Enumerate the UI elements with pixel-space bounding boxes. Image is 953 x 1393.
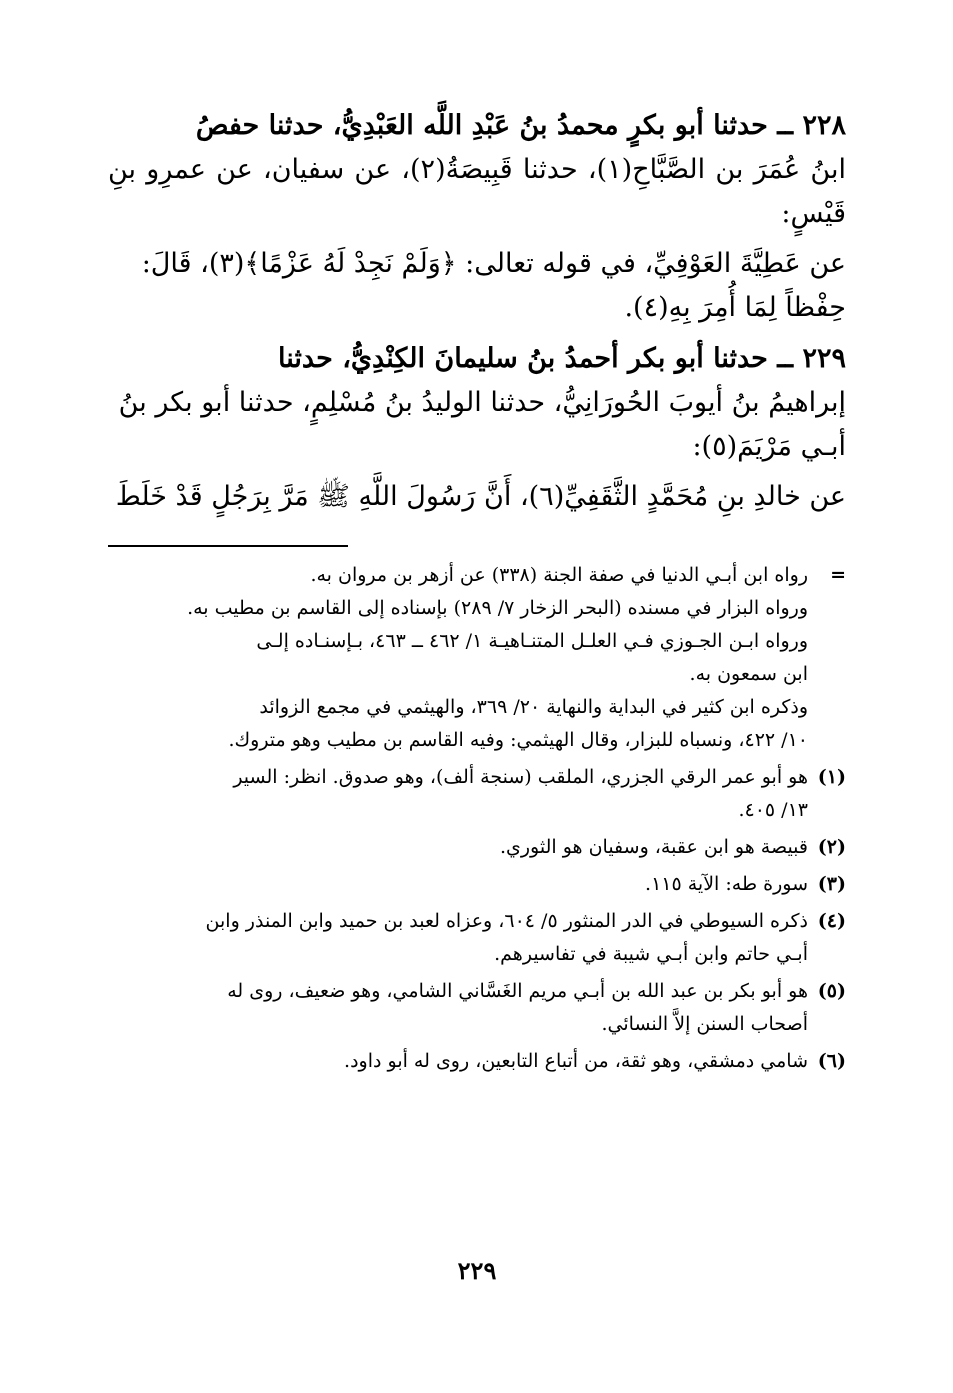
footnote-line: ١٣/ ٤٠٥. <box>738 799 808 821</box>
footnote-line: قبيصة هو ابن عقبة، وسفيان هو الثوري. <box>499 836 808 858</box>
hadith-229-text-line-1: عن خالدِ بنِ مُحَمَّدٍ الثَّقَفِيِّ(٦)، أَنَّ رَسُولَ اللَّهِ ﷺ مَرَّ بِرَجُلٍ قَدْ خَلَطَ <box>115 481 846 512</box>
footnote-line: أصحاب السنن إلاَّ النسائي. <box>601 1013 808 1035</box>
hadith-228-isnad-line-1: ٢٢٨ ــ حدثنا أبو بكرٍ محمدُ بنُ عَبْدِ اللَّه العَبْدِيُّ، حدثنا حفصُ <box>195 110 846 141</box>
footnote-mark: (٥) <box>817 980 846 1002</box>
footnote-2 <box>108 831 846 864</box>
footnote-line: ١٠/ ٤٢٢، ونسباه للبزار، وقال الهيثمي: وفيه القاسم بن مطيب وهو متروك. <box>228 729 808 751</box>
hadith-229-isnad-line-1: ٢٢٩ ــ حدثنا أبو بكر أحمدُ بنُ سليمانَ الكِنْدِيُّ، حدثنا <box>278 343 846 374</box>
footnote-line: ورواه ابـن الجـوزي فـي العلـل المتنـاهيـة ١/ ٤٦٢ ــ ٤٦٣، بـإسنـاده إلـى <box>256 630 808 652</box>
hadith-229-isnad-line-2: إبراهيمُ بنُ أيوبَ الحُورَانِيُّ، حدثنا الوليدُ بنُ مُسْلِمٍ، حدثنا أبو بكر بنُ <box>118 387 846 418</box>
book-page <box>108 104 846 1354</box>
hadith-228-isnad-line-2: ابنُ عُمَرَ بن الصَّبَّاحِ(١)، حدثنا قَبِيصَةُ(٢)، عن سفيان، عن عمرِو بنِ قَيْسٍ: <box>108 154 846 229</box>
footnote-3 <box>108 868 846 901</box>
footnote-text <box>108 868 808 901</box>
footnote-4 <box>108 905 846 971</box>
footnote-mark: (٦) <box>817 1050 846 1072</box>
footnote-line: ابن سمعون به. <box>689 663 808 685</box>
footnote-text <box>108 975 808 1041</box>
footnotes <box>108 559 846 1078</box>
footnote-6 <box>108 1045 846 1078</box>
hadith-228-text-line-2: حِفْظاً لِمَا أُمِرَ بِهِ(٤). <box>624 292 846 323</box>
footnote-mark: (١) <box>817 766 846 788</box>
footnote-mark: = <box>830 564 846 586</box>
footnote-continued <box>108 559 846 757</box>
footnote-text <box>108 761 808 827</box>
footnote-text <box>108 1045 808 1078</box>
footnote-line: أبـي حاتم وابن أبـي شيبة في تفاسيرهم. <box>494 943 808 965</box>
footnote-1 <box>108 761 846 827</box>
footnote-text <box>108 559 808 757</box>
footnote-line: شامي دمشقي، وهو ثقة، من أتباع التابعين، روى له أبو داود. <box>344 1050 808 1072</box>
footnote-line: وذكره ابن كثير في البداية والنهاية ٢٠/ ٣٦٩، والهيثمي في مجمع الزوائد <box>259 696 808 718</box>
footnote-line: ورواه البزار في مسنده (البحر الزخار ٧/ ٢٨٩) بإسناده إلى القاسم بن مطيب به. <box>187 597 808 619</box>
page-number: ٢٢٩ <box>457 1256 497 1285</box>
footnote-line: ذكره السيوطي في الدر المنثور ٥/ ٦٠٤، وعزاه لعبد بن حميد وابن المنذر وابن <box>205 910 808 932</box>
footnote-line: سورة طه: الآية ١١٥. <box>645 873 808 895</box>
footnote-text <box>108 831 808 864</box>
main-text <box>108 104 846 519</box>
footnote-line: هو أبو عمر الرقي الجزري، الملقب (سنجة ألف)، وهو صدوق. انظر: السير <box>233 766 808 788</box>
footnote-line: هو أبو بكر بن عبد الله بن أبـي مريم الغَسَّاني الشامي، وهو ضعيف، روى له <box>227 980 808 1002</box>
hadith-228-text-line-1: عن عَطِيَّةَ العَوْفِيِّ، في قوله تعالى: ﴿وَلَمْ نَجِدْ لَهُ عَزْمًا﴾(٣)، قَالَ: <box>141 248 846 279</box>
footnote-mark: (٤) <box>817 910 846 932</box>
footnote-mark: (٣) <box>817 873 846 895</box>
footnote-text <box>108 905 808 971</box>
footnote-5 <box>108 975 846 1041</box>
footnote-line: رواه ابن أبـي الدنيا في صفة الجنة (٣٣٨) عن أزهر بن مروان به. <box>310 564 808 586</box>
hadith-229-isnad-line-3: أبـي مَرْيَمَ(٥): <box>692 431 846 462</box>
footnote-separator <box>108 545 348 547</box>
footnote-mark: (٢) <box>817 836 846 858</box>
